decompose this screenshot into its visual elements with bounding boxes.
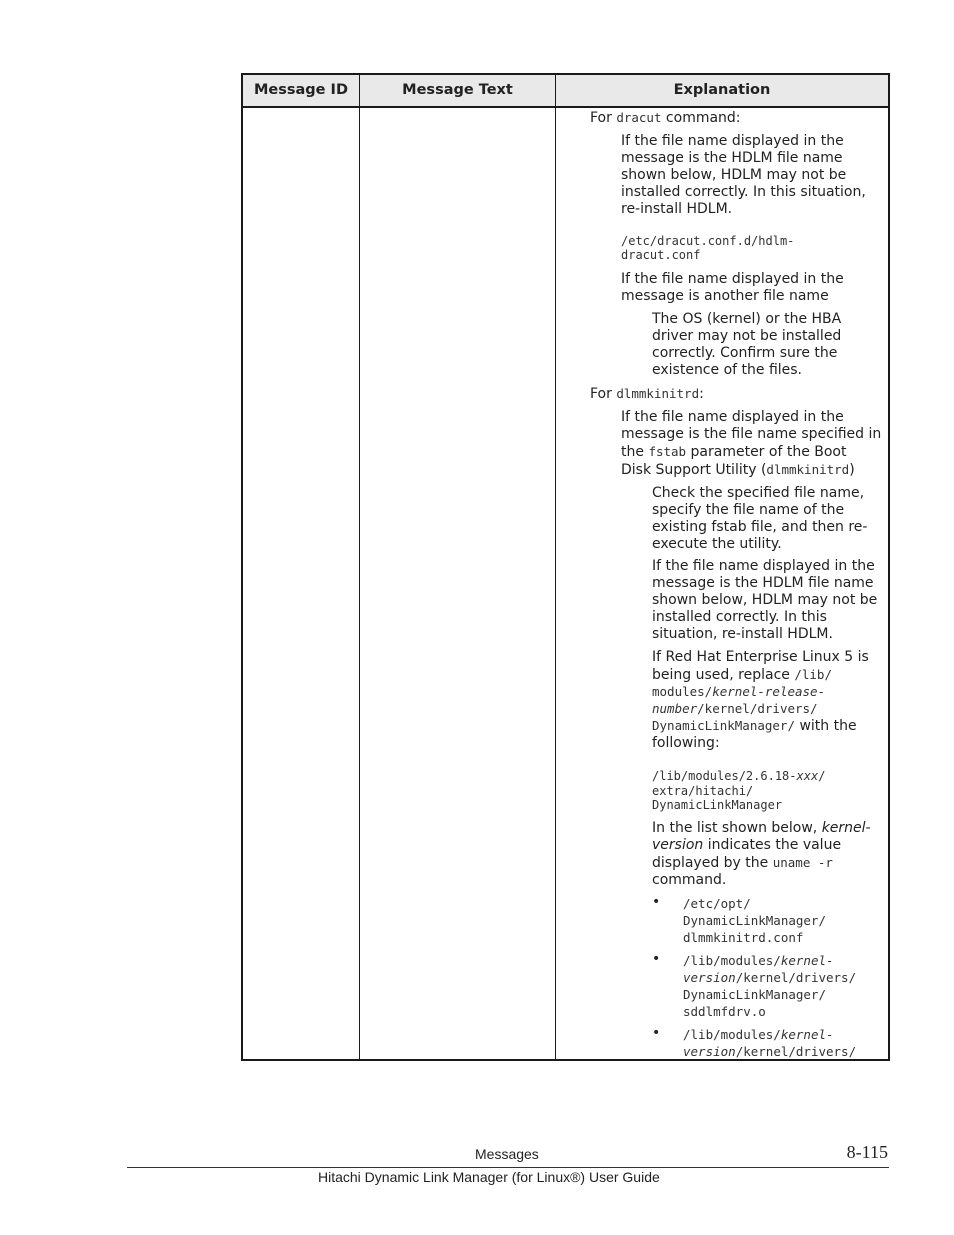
code-line: dlmmkinitrd.conf: [683, 930, 804, 945]
text-line: message is another file name: [621, 288, 829, 304]
text-line: Disk Support Utility (dlmmkinitrd): [621, 462, 855, 478]
text-line: number/kernel/drivers/: [652, 701, 818, 716]
text-line: command.: [652, 872, 727, 888]
text-line: shown below, HDLM may not be: [652, 592, 878, 608]
text-line: message is the file name specified in: [621, 426, 882, 442]
text-line: being used, replace /lib/: [652, 667, 832, 683]
text-line: displayed by the uname -r: [652, 855, 833, 871]
column-divider: [359, 75, 360, 1059]
code-line: /lib/modules/kernel-: [683, 953, 834, 968]
text-line: execute the utility.: [652, 536, 782, 552]
header-message-id: Message ID: [253, 82, 348, 98]
text-line: If the file name displayed in the: [621, 271, 844, 287]
text-line: If Red Hat Enterprise Linux 5 is: [652, 649, 869, 665]
message-table: [241, 73, 890, 1061]
text-line: specify the file name of the: [652, 502, 845, 518]
text-line: In the list shown below, kernel-: [652, 820, 871, 836]
text-line: situation, re-install HDLM.: [652, 626, 833, 642]
code-line: dracut.conf: [621, 248, 701, 262]
code-line: DynamicLinkManager/: [683, 987, 826, 1002]
text-line: For dracut command:: [590, 110, 741, 126]
code-line: /etc/dracut.conf.d/hdlm-: [621, 234, 795, 248]
text-line: shown below, HDLM may not be: [621, 167, 847, 183]
code-line: extra/hitachi/: [652, 784, 754, 798]
text-line: For dlmmkinitrd:: [590, 386, 704, 402]
text-line: message is the HDLM file name: [621, 150, 843, 166]
text-line: correctly. Confirm sure the: [652, 345, 838, 361]
code-line: version/kernel/drivers/: [683, 970, 857, 985]
text-line: existence of the files.: [652, 362, 803, 378]
code-line: /lib/modules/2.6.18-xxx/: [652, 769, 826, 783]
footer-divider: [127, 1167, 889, 1168]
bullet-icon: •: [652, 1025, 661, 1041]
page-number: 8-115: [846, 1142, 888, 1162]
bullet-icon: •: [652, 894, 661, 910]
table-header-row: [243, 75, 888, 108]
text-line: message is the HDLM file name: [652, 575, 874, 591]
text-line: If the file name displayed in the: [652, 558, 875, 574]
footer-section-title: Messages: [475, 1146, 539, 1162]
text-line: installed correctly. In this situation,: [621, 184, 866, 200]
text-line: The OS (kernel) or the HBA: [652, 311, 842, 327]
header-explanation: Explanation: [673, 82, 771, 98]
text-line: If the file name displayed in the: [621, 409, 844, 425]
bullet-icon: •: [652, 951, 661, 967]
text-line: modules/kernel-release-: [652, 684, 826, 699]
text-line: installed correctly. In this: [652, 609, 827, 625]
text-line: re-install HDLM.: [621, 201, 733, 217]
header-message-text: Message Text: [402, 82, 513, 98]
code-line: version/kernel/drivers/: [683, 1044, 857, 1059]
code-line: sddlmfdrv.o: [683, 1004, 766, 1019]
text-line: driver may not be installed: [652, 328, 842, 344]
text-line: If the file name displayed in the: [621, 133, 844, 149]
text-line: Check the specified file name,: [652, 485, 865, 501]
text-line: DynamicLinkManager/ with the: [652, 718, 857, 734]
footer-book-title: Hitachi Dynamic Link Manager (for Linux®) User Guide: [318, 1169, 660, 1185]
code-line: /lib/modules/kernel-: [683, 1027, 834, 1042]
code-line: DynamicLinkManager/: [683, 913, 826, 928]
code-line: /etc/opt/: [683, 896, 751, 911]
text-line: existing fstab file, and then re-: [652, 519, 868, 535]
text-line: the fstab parameter of the Boot: [621, 444, 847, 460]
column-divider: [555, 75, 556, 1059]
text-line: following:: [652, 735, 720, 751]
code-line: DynamicLinkManager: [652, 798, 783, 812]
text-line: version indicates the value: [652, 837, 842, 853]
